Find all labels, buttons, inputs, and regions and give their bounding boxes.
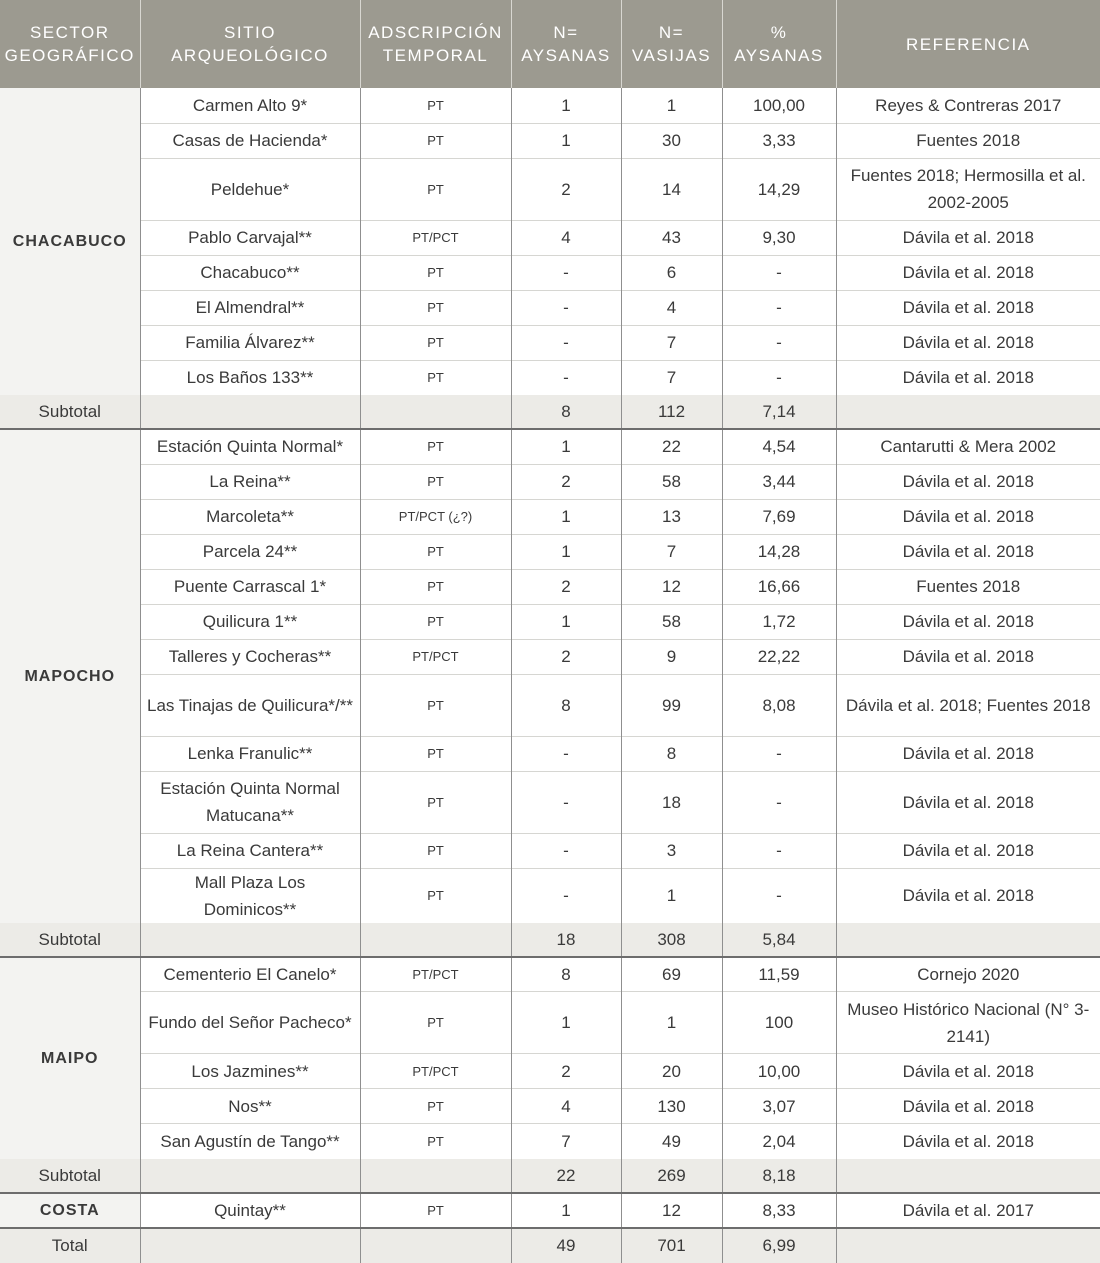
reference: Dávila et al. 2018: [836, 1054, 1100, 1089]
n-vasijas: 7: [621, 360, 722, 395]
sector-label: COSTA: [0, 1193, 140, 1228]
site-name: Las Tinajas de Quilicura*/**: [140, 674, 360, 736]
table-row: [0, 499, 1100, 534]
table-row: [0, 1193, 1100, 1228]
n-aysanas: 1: [511, 88, 621, 123]
empty-cell: [836, 395, 1100, 429]
reference: Reyes & Contreras 2017: [836, 88, 1100, 123]
n-vasijas: 58: [621, 604, 722, 639]
site-name: La Reina**: [140, 464, 360, 499]
pct-aysanas: -: [722, 360, 836, 395]
n-aysanas: -: [511, 290, 621, 325]
pct-aysanas: 7,69: [722, 499, 836, 534]
n-aysanas: 1: [511, 604, 621, 639]
empty-cell: [836, 923, 1100, 957]
temporal-ascription: PT: [360, 360, 511, 395]
n-vasijas: 49: [621, 1124, 722, 1159]
reference: Dávila et al. 2018: [836, 290, 1100, 325]
n-vasijas: 4: [621, 290, 722, 325]
table-row: [0, 833, 1100, 868]
total-label: Total: [0, 1228, 140, 1263]
reference: Cantarutti & Mera 2002: [836, 429, 1100, 464]
pct-aysanas: 14,29: [722, 158, 836, 220]
reference: Dávila et al. 2018: [836, 833, 1100, 868]
site-name: Mall Plaza Los Dominicos**: [140, 868, 360, 923]
subtotal-row: [0, 395, 1100, 429]
table-row: [0, 569, 1100, 604]
subtotal-row: [0, 1159, 1100, 1193]
n-aysanas: 1: [511, 534, 621, 569]
site-name: Carmen Alto 9*: [140, 88, 360, 123]
site-name: Chacabuco**: [140, 255, 360, 290]
table-row: [0, 639, 1100, 674]
header-n-aysanas: N= AYSANAS: [511, 0, 621, 88]
reference: Dávila et al. 2018: [836, 736, 1100, 771]
empty-cell: [836, 1159, 1100, 1193]
reference: Dávila et al. 2018: [836, 771, 1100, 833]
temporal-ascription: PT: [360, 158, 511, 220]
n-vasijas: 14: [621, 158, 722, 220]
pct-aysanas: 1,72: [722, 604, 836, 639]
sector-label: MAIPO: [0, 957, 140, 1159]
n-aysanas: -: [511, 360, 621, 395]
table-row: [0, 220, 1100, 255]
n-aysanas: 4: [511, 1089, 621, 1124]
table-row: [0, 88, 1100, 123]
temporal-ascription: PT: [360, 123, 511, 158]
table-row: [0, 771, 1100, 833]
subtotal-label: Subtotal: [0, 395, 140, 429]
sector-label: CHACABUCO: [0, 88, 140, 395]
table-row: [0, 1054, 1100, 1089]
subtotal-row: [0, 923, 1100, 957]
n-vasijas: 7: [621, 325, 722, 360]
reference: Fuentes 2018: [836, 569, 1100, 604]
n-aysanas: 1: [511, 429, 621, 464]
n-vasijas: 20: [621, 1054, 722, 1089]
temporal-ascription: PT: [360, 534, 511, 569]
pct-aysanas: 14,28: [722, 534, 836, 569]
subtotal-vasijas: 112: [621, 395, 722, 429]
pct-aysanas: 3,07: [722, 1089, 836, 1124]
n-vasijas: 1: [621, 992, 722, 1054]
pct-aysanas: 11,59: [722, 957, 836, 992]
temporal-ascription: PT: [360, 1124, 511, 1159]
pct-aysanas: 2,04: [722, 1124, 836, 1159]
total-row: [0, 1228, 1100, 1263]
pct-aysanas: 3,33: [722, 123, 836, 158]
table-row: [0, 429, 1100, 464]
n-vasijas: 1: [621, 88, 722, 123]
temporal-ascription: PT: [360, 674, 511, 736]
n-vasijas: 12: [621, 1193, 722, 1228]
header-adscripcion: ADSCRIPCIÓN TEMPORAL: [360, 0, 511, 88]
reference: Dávila et al. 2018: [836, 464, 1100, 499]
empty-cell: [836, 1228, 1100, 1263]
reference: Dávila et al. 2018: [836, 1124, 1100, 1159]
temporal-ascription: PT: [360, 604, 511, 639]
subtotal-label: Subtotal: [0, 1159, 140, 1193]
reference: Dávila et al. 2018: [836, 499, 1100, 534]
site-name: Nos**: [140, 1089, 360, 1124]
temporal-ascription: PT: [360, 992, 511, 1054]
n-aysanas: 2: [511, 158, 621, 220]
temporal-ascription: PT/PCT: [360, 220, 511, 255]
reference: Dávila et al. 2018: [836, 325, 1100, 360]
site-name: Marcoleta**: [140, 499, 360, 534]
table-row: [0, 1124, 1100, 1159]
temporal-ascription: PT: [360, 325, 511, 360]
table-row: [0, 674, 1100, 736]
pct-aysanas: 9,30: [722, 220, 836, 255]
pct-aysanas: 22,22: [722, 639, 836, 674]
subtotal-aysanas: 22: [511, 1159, 621, 1193]
n-aysanas: 1: [511, 1193, 621, 1228]
site-name: Familia Álvarez**: [140, 325, 360, 360]
table-row: [0, 464, 1100, 499]
header-pct-aysanas: % AYSANAS: [722, 0, 836, 88]
n-aysanas: 8: [511, 674, 621, 736]
n-aysanas: -: [511, 325, 621, 360]
temporal-ascription: PT: [360, 833, 511, 868]
header-n-vasijas: N= VASIJAS: [621, 0, 722, 88]
pct-aysanas: 4,54: [722, 429, 836, 464]
n-vasijas: 8: [621, 736, 722, 771]
reference: Dávila et al. 2018: [836, 255, 1100, 290]
n-aysanas: 1: [511, 123, 621, 158]
pct-aysanas: 3,44: [722, 464, 836, 499]
reference: Dávila et al. 2018: [836, 639, 1100, 674]
pct-aysanas: -: [722, 736, 836, 771]
reference: Dávila et al. 2017: [836, 1193, 1100, 1228]
table-row: [0, 325, 1100, 360]
n-aysanas: 2: [511, 569, 621, 604]
pct-aysanas: 100,00: [722, 88, 836, 123]
n-vasijas: 18: [621, 771, 722, 833]
n-vasijas: 30: [621, 123, 722, 158]
table-row: [0, 290, 1100, 325]
n-aysanas: -: [511, 255, 621, 290]
n-vasijas: 13: [621, 499, 722, 534]
reference: Dávila et al. 2018: [836, 534, 1100, 569]
site-name: La Reina Cantera**: [140, 833, 360, 868]
site-name: El Almendral**: [140, 290, 360, 325]
subtotal-label: Subtotal: [0, 923, 140, 957]
empty-cell: [140, 1228, 360, 1263]
pct-aysanas: 16,66: [722, 569, 836, 604]
reference: Dávila et al. 2018: [836, 868, 1100, 923]
site-name: Los Jazmines**: [140, 1054, 360, 1089]
total-vasijas: 701: [621, 1228, 722, 1263]
subtotal-vasijas: 269: [621, 1159, 722, 1193]
site-name: Quintay**: [140, 1193, 360, 1228]
pct-aysanas: 8,08: [722, 674, 836, 736]
site-name: Parcela 24**: [140, 534, 360, 569]
site-name: Lenka Franulic**: [140, 736, 360, 771]
reference: Fuentes 2018: [836, 123, 1100, 158]
total-aysanas: 49: [511, 1228, 621, 1263]
table-row: [0, 957, 1100, 992]
site-name: Quilicura 1**: [140, 604, 360, 639]
empty-cell: [140, 923, 360, 957]
site-name: Casas de Hacienda*: [140, 123, 360, 158]
table-row: [0, 534, 1100, 569]
n-vasijas: 6: [621, 255, 722, 290]
temporal-ascription: PT: [360, 1089, 511, 1124]
site-name: Estación Quinta Normal Matucana**: [140, 771, 360, 833]
reference: Dávila et al. 2018: [836, 1089, 1100, 1124]
reference: Dávila et al. 2018: [836, 604, 1100, 639]
n-vasijas: 3: [621, 833, 722, 868]
temporal-ascription: PT: [360, 88, 511, 123]
pct-aysanas: 10,00: [722, 1054, 836, 1089]
temporal-ascription: PT: [360, 736, 511, 771]
site-name: Puente Carrascal 1*: [140, 569, 360, 604]
n-vasijas: 22: [621, 429, 722, 464]
table-row: [0, 992, 1100, 1054]
n-vasijas: 12: [621, 569, 722, 604]
subtotal-aysanas: 8: [511, 395, 621, 429]
table-row: [0, 360, 1100, 395]
n-vasijas: 43: [621, 220, 722, 255]
site-name: Pablo Carvajal**: [140, 220, 360, 255]
n-vasijas: 7: [621, 534, 722, 569]
pct-aysanas: -: [722, 325, 836, 360]
empty-cell: [360, 1159, 511, 1193]
empty-cell: [360, 1228, 511, 1263]
n-aysanas: 2: [511, 464, 621, 499]
temporal-ascription: PT: [360, 429, 511, 464]
temporal-ascription: PT: [360, 868, 511, 923]
subtotal-pct: 7,14: [722, 395, 836, 429]
empty-cell: [360, 923, 511, 957]
site-name: Talleres y Cocheras**: [140, 639, 360, 674]
reference: Cornejo 2020: [836, 957, 1100, 992]
header-sitio: SITIO ARQUEOLÓGICO: [140, 0, 360, 88]
pct-aysanas: -: [722, 868, 836, 923]
site-name: Los Baños 133**: [140, 360, 360, 395]
reference: Dávila et al. 2018; Fuentes 2018: [836, 674, 1100, 736]
reference: Dávila et al. 2018: [836, 220, 1100, 255]
site-name: Peldehue*: [140, 158, 360, 220]
n-aysanas: 1: [511, 499, 621, 534]
temporal-ascription: PT: [360, 255, 511, 290]
n-aysanas: 1: [511, 992, 621, 1054]
temporal-ascription: PT: [360, 464, 511, 499]
empty-cell: [360, 395, 511, 429]
site-name: San Agustín de Tango**: [140, 1124, 360, 1159]
header-row: [0, 0, 1100, 88]
pct-aysanas: 8,33: [722, 1193, 836, 1228]
subtotal-aysanas: 18: [511, 923, 621, 957]
pct-aysanas: -: [722, 833, 836, 868]
empty-cell: [140, 1159, 360, 1193]
n-vasijas: 69: [621, 957, 722, 992]
table-row: [0, 736, 1100, 771]
n-aysanas: -: [511, 771, 621, 833]
temporal-ascription: PT: [360, 290, 511, 325]
n-aysanas: -: [511, 736, 621, 771]
table-row: [0, 604, 1100, 639]
temporal-ascription: PT/PCT: [360, 639, 511, 674]
n-vasijas: 9: [621, 639, 722, 674]
total-pct: 6,99: [722, 1228, 836, 1263]
n-vasijas: 1: [621, 868, 722, 923]
reference: Fuentes 2018; Hermosilla et al. 2002-2005: [836, 158, 1100, 220]
n-aysanas: 2: [511, 639, 621, 674]
temporal-ascription: PT: [360, 569, 511, 604]
subtotal-vasijas: 308: [621, 923, 722, 957]
temporal-ascription: PT/PCT: [360, 1054, 511, 1089]
n-vasijas: 58: [621, 464, 722, 499]
temporal-ascription: PT/PCT: [360, 957, 511, 992]
site-name: Cementerio El Canelo*: [140, 957, 360, 992]
sector-label: MAPOCHO: [0, 429, 140, 923]
site-name: Fundo del Señor Pacheco*: [140, 992, 360, 1054]
n-vasijas: 99: [621, 674, 722, 736]
n-aysanas: 4: [511, 220, 621, 255]
table-row: [0, 123, 1100, 158]
temporal-ascription: PT: [360, 771, 511, 833]
subtotal-pct: 8,18: [722, 1159, 836, 1193]
n-vasijas: 130: [621, 1089, 722, 1124]
empty-cell: [140, 395, 360, 429]
site-name: Estación Quinta Normal*: [140, 429, 360, 464]
subtotal-pct: 5,84: [722, 923, 836, 957]
n-aysanas: 8: [511, 957, 621, 992]
pct-aysanas: 100: [722, 992, 836, 1054]
header-sector: SECTOR GEOGRÁFICO: [0, 0, 140, 88]
n-aysanas: -: [511, 868, 621, 923]
pct-aysanas: -: [722, 290, 836, 325]
header-referencia: REFERENCIA: [836, 0, 1100, 88]
temporal-ascription: PT: [360, 1193, 511, 1228]
n-aysanas: 2: [511, 1054, 621, 1089]
table-row: [0, 1089, 1100, 1124]
reference: Museo Histórico Nacional (N° 3-2141): [836, 992, 1100, 1054]
temporal-ascription: PT/PCT (¿?): [360, 499, 511, 534]
n-aysanas: -: [511, 833, 621, 868]
table-row: [0, 158, 1100, 220]
pct-aysanas: -: [722, 771, 836, 833]
reference: Dávila et al. 2018: [836, 360, 1100, 395]
n-aysanas: 7: [511, 1124, 621, 1159]
table-row: [0, 868, 1100, 923]
pct-aysanas: -: [722, 255, 836, 290]
table-row: [0, 255, 1100, 290]
